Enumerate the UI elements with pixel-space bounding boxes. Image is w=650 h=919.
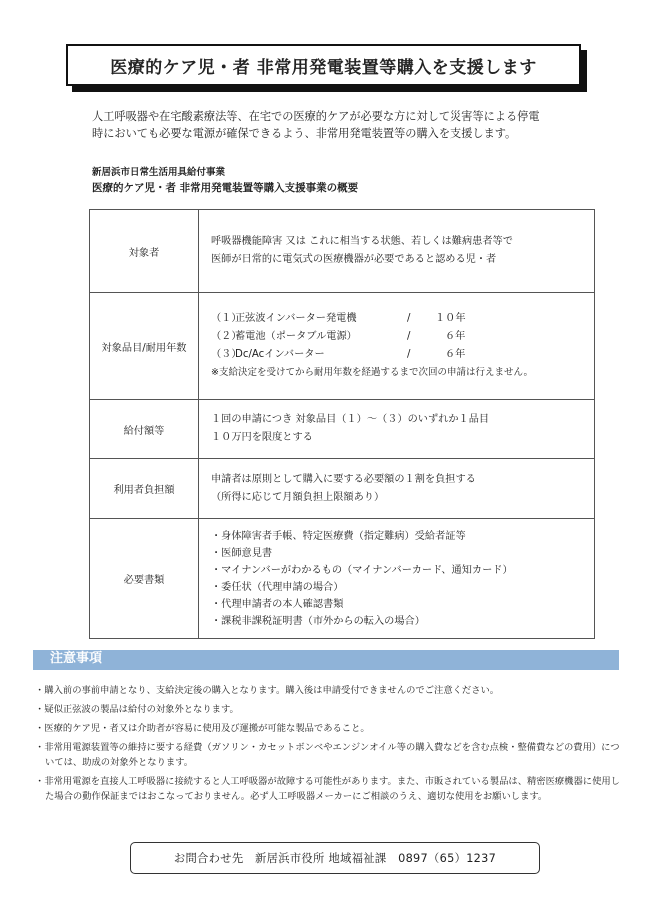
note-item: ・非常用電源装置等の維持に要する経費（ガソリン・カセットボンベやエンジンオイル等の購入費などを含む点検・整備費などの費用）については、助成の対象外となります。: [35, 742, 620, 768]
note-item: ・医療的ケア児・者又は介助者が容易に使用及び運搬が可能な製品であること。: [35, 723, 370, 734]
value-line: １０万円を限度とする: [211, 432, 313, 443]
item-row: [211, 328, 582, 346]
document-item: ・代理申請者の本人確認書類: [211, 598, 344, 610]
document-item: ・課税非課税証明書（市外からの転入の場合）: [211, 615, 425, 627]
item-years: ６年: [445, 331, 466, 342]
value-line: 呼吸器機能障害 又は これに相当する状態、若しくは難病患者等で: [211, 236, 513, 247]
item-slash: /: [407, 313, 411, 324]
value-line: 申請者は原則として購入に要する必要額の１割を負担する: [211, 473, 476, 485]
item-row: [211, 346, 582, 364]
row-label: 対象者: [90, 210, 199, 293]
item-number: （２）: [211, 331, 242, 342]
row-value: [199, 459, 595, 519]
value-line: １回の申請につき 対象品目（１）～（３）のいずれか１品目: [211, 414, 490, 425]
notes-section-title: 注意事項: [50, 651, 103, 666]
item-slash: /: [407, 349, 411, 360]
item-number: （３）: [211, 349, 242, 360]
overview-table: [89, 209, 595, 639]
program-name: 新居浜市日常生活用具給付事業: [92, 167, 226, 178]
note-item: ・疑似正弦波の製品は給付の対象外となります。: [35, 704, 239, 715]
row-label: 利用者負担額: [90, 459, 199, 519]
notes-list: [35, 683, 625, 808]
item-row: [211, 310, 582, 328]
row-value: [199, 293, 595, 400]
overview-heading: 医療的ケア児・者 非常用発電装置等購入支援事業の概要: [92, 182, 359, 194]
intro-line: 時においても必要な電源が確保できるよう、非常用発電装置等の購入を支援します。: [92, 127, 517, 140]
item-years: １０年: [435, 313, 466, 324]
items-note: ※支給決定を受けてから耐用年数を経過するまで次回の申請は行えません。: [211, 367, 534, 378]
document-item: ・マイナンバーがわかるもの（マイナンバーカード、通知カード）: [211, 564, 513, 576]
row-label: 対象品目/耐用年数: [90, 293, 199, 400]
item-name: 正弦波インバーター発電機: [235, 313, 357, 324]
page-title: 医療的ケア児・者 非常用発電装置等購入を支援します: [66, 44, 581, 86]
row-label: 給付額等: [90, 400, 199, 459]
item-name: 蓄電池（ポータブル電源）: [235, 331, 357, 342]
row-value: [199, 400, 595, 459]
table-row-target: [90, 210, 595, 293]
table-row-burden: [90, 459, 595, 519]
document-item: ・委任状（代理申請の場合）: [211, 581, 344, 593]
intro-line: 人工呼吸器や在宅酸素療法等、在宅での医療的ケアが必要な方に対して災害等による停電: [92, 110, 540, 123]
row-value: [199, 210, 595, 293]
item-number: （１）: [211, 313, 242, 324]
item-name: Dc/Acインバーター: [235, 349, 325, 360]
table-row-items: [90, 293, 595, 400]
note-item: ・非常用電源を直接人工呼吸器に接続すると人工呼吸器が故障する可能性があります。また、市販されている製品は、精密医療機器に使用した場合の動作保証まではおこなっておりません。必ず人工呼吸器メーカーにご相談のうえ、適切な使用をお願いします。: [35, 776, 620, 802]
table-row-documents: [90, 519, 595, 639]
contact-box: お問合わせ先 新居浜市役所 地域福祉課 0897（65）1237: [130, 842, 540, 874]
intro-text: [92, 108, 592, 142]
note-item: ・購入前の事前申請となり、支給決定後の購入となります。購入後は申請受付できませんのでご注意ください。: [35, 685, 500, 696]
row-label: 必要書類: [90, 519, 199, 639]
document-item: ・身体障害者手帳、特定医療費（指定難病）受給者証等: [211, 530, 466, 542]
document-item: ・医師意見書: [211, 547, 273, 559]
row-value: [199, 519, 595, 639]
notes-section-bar: [33, 650, 619, 670]
value-line: （所得に応じて月額負担上限額あり）: [211, 491, 385, 503]
table-row-amount: [90, 400, 595, 459]
item-years: ６年: [445, 349, 466, 360]
value-line: 医師が日常的に電気式の医療機器が必要であると認める児・者: [211, 254, 497, 265]
item-slash: /: [407, 331, 411, 342]
